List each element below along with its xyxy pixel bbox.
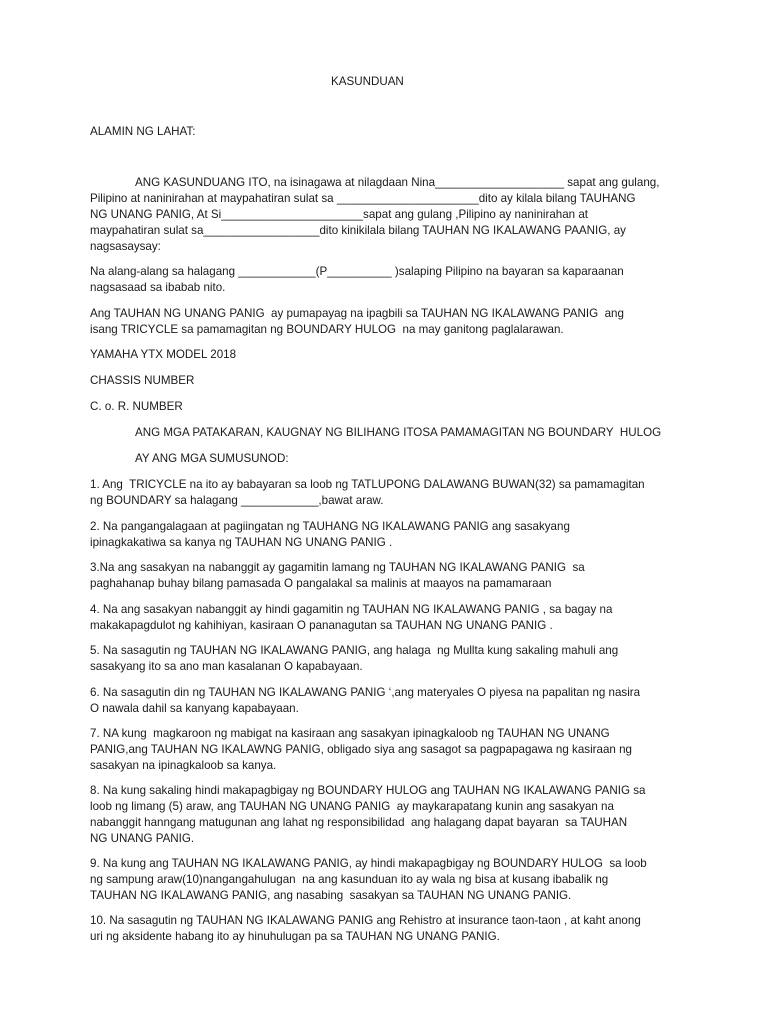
rule-line: sasakyan na ipinagkaloob sa kanya.: [90, 759, 277, 772]
rule-line: paghahanap buhay bilang pamasada O pangalakal sa malinis at maayos na pamamaraan: [90, 577, 552, 590]
consideration-line: nagsasaad sa ibabab nito.: [90, 281, 226, 294]
rule-line: uri ng aksidente habang ito ay hinuhulugan pa sa TAUHAN NG UNANG PANIG.: [90, 930, 500, 943]
cor-number-label: C. o. R. NUMBER: [90, 400, 183, 413]
vehicle-model: YAMAHA YTX MODEL 2018: [90, 348, 237, 361]
rule-line: nabanggit hanngang matugunan ang lahat ng responsibilidad ang halagang dapat bayaran sa TAUHAN: [90, 816, 628, 829]
rule-line: 5. Na sasagutin ng TAUHAN NG IKALAWANG PANIG, ang halaga ng Mullta kung sakaling mahuli ang: [90, 644, 619, 657]
rule-line: 6. Na sasagutin din ng TAUHAN NG IKALAWANG PANIG ‘,ang materyales O piyesa na papalitan ng nasira: [90, 686, 641, 699]
rule-line: NG UNANG PANIG.: [90, 832, 195, 845]
rule-line: ipinagkakatiwa sa kanya ng TAUHAN NG UNANG PANIG .: [90, 536, 393, 549]
rule-line: loob ng limang (5) araw, ang TAUHAN NG UNANG PANIG ay maykarapatang kunin ang sasakyan na: [90, 800, 614, 813]
intro-line: NG UNANG PANIG, At Si______________________sapat ang gulang ,Pilipino ay naninirahan at: [90, 208, 589, 221]
document-title: KASUNDUAN: [331, 75, 404, 88]
agreement-line: Ang TAUHAN NG UNANG PANIG ay pumapayag na ipagbili sa TAUHAN NG IKALAWANG PANIG ang: [90, 307, 624, 320]
intro-line: nagsasaysay:: [90, 240, 161, 253]
rules-heading: AY ANG MGA SUMUSUNOD:: [135, 452, 289, 465]
salutation: ALAMIN NG LAHAT:: [90, 125, 196, 138]
rule-line: 2. Na pangangalagaan at pagiingatan ng TAUHANG NG IKALAWANG PANIG ang sasakyang: [90, 520, 570, 533]
rule-line: 4. Na ang sasakyan nabanggit ay hindi gagamitin ng TAUHAN NG IKALAWANG PANIG , sa bagay na: [90, 603, 613, 616]
rule-line: makakapagdulot ng kahihiyan, kasiraan O pananagutan sa TAUHAN NG UNANG PANIG .: [90, 619, 553, 632]
rule-line: 1. Ang TRICYCLE na ito ay babayaran sa loob ng TATLUPONG DALAWANG BUWAN(32) sa pamamagitan: [90, 478, 645, 491]
rule-line: O nawala dahil sa kanyang kapabayaan.: [90, 702, 299, 715]
rule-line: ng BOUNDARY sa halagang ____________,bawat araw.: [90, 494, 384, 507]
rule-line: 7. NA kung magkaroon ng mabigat na kasiraan ang sasakyan ipinagkaloob ng TAUHAN NG UNANG: [90, 727, 610, 740]
intro-line: Pilipino at naninirahan at maypahatiran sulat sa ______________________dito ay kilala bilang TAUHANG: [90, 192, 636, 205]
rule-line: TAUHAN NG IKALAWANG PANIG, ang nasabing sasakyan sa TAUHAN NG UNANG PANIG.: [90, 889, 572, 902]
agreement-line: isang TRICYCLE sa pamamagitan ng BOUNDARY HULOG na may ganitong paglalarawan.: [90, 323, 564, 336]
consideration-line: Na alang-alang sa halagang ____________(P__________ )salaping Pilipino na bayaran sa kaparaanan: [90, 265, 624, 278]
intro-line: maypahatiran sulat sa__________________dito kinikilala bilang TAUHAN NG IKALAWANG PAANIG, ay: [90, 224, 626, 237]
chassis-number-label: CHASSIS NUMBER: [90, 374, 195, 387]
rule-line: 3.Na ang sasakyan na nabanggit ay gagamitin lamang ng TAUHAN NG IKALAWANG PANIG sa: [90, 561, 585, 574]
intro-line: ANG KASUNDUANG ITO, na isinagawa at nilagdaan Nina____________________ sapat ang gulang,: [135, 176, 660, 189]
rule-line: sasakyang ito sa ano man kasalanan O kapabayaan.: [90, 660, 363, 673]
rule-line: 10. Na sasagutin ng TAUHAN NG IKALAWANG PANIG ang Rehistro at insurance taon-taon , at kaht anong: [90, 914, 641, 927]
rule-line: ng sampung araw(10)nangangahulugan na ang kasunduan ito ay wala ng bisa at kusang ibabalik ng: [90, 873, 609, 886]
rule-line: 8. Na kung sakaling hindi makapagbigay ng BOUNDARY HULOG ang TAUHAN NG IKALAWANG PANIG sa: [90, 784, 646, 797]
rule-line: 9. Na kung ang TAUHAN NG IKALAWANG PANIG, ay hindi makapagbigay ng BOUNDARY HULOG sa loob: [90, 857, 647, 870]
rule-line: PANIG,ang TAUHAN NG IKALAWNG PANIG, obligado siya ang sasagot sa pagpapagawa ng kasiraan ng: [90, 743, 632, 756]
rules-heading: ANG MGA PATAKARAN, KAUGNAY NG BILIHANG ITOSA PAMAMAGITAN NG BOUNDARY HULOG: [135, 426, 662, 439]
